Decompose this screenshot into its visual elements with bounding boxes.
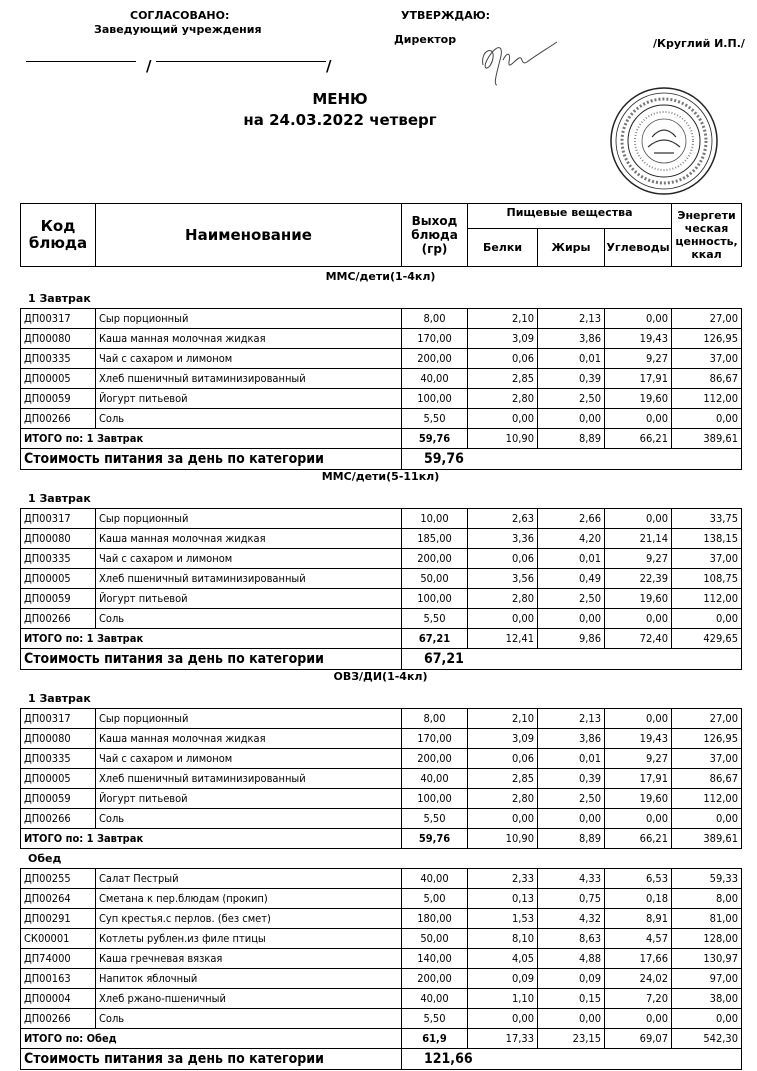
dish-row — [21, 809, 742, 829]
document-title: МЕНЮ — [312, 90, 368, 108]
category-title: ММС/дети(5-11кл) — [321, 470, 440, 483]
dish-code: ДП00266 — [21, 1009, 96, 1029]
dish-energy: 59,33 — [672, 869, 742, 889]
dish-yield: 40,00 — [402, 869, 468, 889]
category-title: ОВЗ/ДИ(1-4кл) — [333, 670, 428, 683]
dish-yield: 40,00 — [402, 769, 468, 789]
total-yield: 61,9 — [402, 1029, 468, 1049]
total-carbs: 66,21 — [605, 829, 672, 849]
dish-yield: 200,00 — [402, 349, 468, 369]
dish-yield: 10,00 — [402, 509, 468, 529]
dish-code: ДП00005 — [21, 569, 96, 589]
dish-row — [21, 909, 742, 929]
dish-protein: 2,80 — [468, 789, 538, 809]
dish-yield: 8,00 — [402, 709, 468, 729]
dish-energy: 138,15 — [672, 529, 742, 549]
daily-cost-label: Стоимость питания за день по категории — [21, 649, 402, 670]
total-protein: 12,41 — [468, 629, 538, 649]
total-fat: 23,15 — [538, 1029, 605, 1049]
dish-name: Хлеб пшеничный витаминизированный — [96, 769, 402, 789]
total-carbs: 69,07 — [605, 1029, 672, 1049]
dish-row — [21, 609, 742, 629]
dish-carbs: 19,43 — [605, 329, 672, 349]
dish-code: ДП00163 — [21, 969, 96, 989]
dish-energy: 37,00 — [672, 349, 742, 369]
dish-energy: 81,00 — [672, 909, 742, 929]
dish-name: Сыр порционный — [96, 509, 402, 529]
dish-name: Йогурт питьевой — [96, 589, 402, 609]
dish-protein: 3,56 — [468, 569, 538, 589]
total-yield: 59,76 — [402, 429, 468, 449]
dish-name: Чай с сахаром и лимоном — [96, 749, 402, 769]
dish-protein: 1,10 — [468, 989, 538, 1009]
dish-code: ДП00317 — [21, 509, 96, 529]
total-energy: 389,61 — [672, 429, 742, 449]
daily-cost-label: Стоимость питания за день по категории — [21, 1049, 402, 1070]
dish-protein: 4,05 — [468, 949, 538, 969]
dish-row — [21, 409, 742, 429]
dish-energy: 37,00 — [672, 749, 742, 769]
dish-protein: 2,63 — [468, 509, 538, 529]
dish-protein: 2,80 — [468, 389, 538, 409]
dish-carbs: 0,00 — [605, 609, 672, 629]
dish-protein: 0,00 — [468, 809, 538, 829]
meal-total-row — [21, 429, 742, 449]
dish-carbs: 0,00 — [605, 509, 672, 529]
dish-row — [21, 529, 742, 549]
approval-right-role: Директор — [394, 33, 457, 46]
header-yield: Выход блюда (гр) — [402, 204, 468, 267]
dish-fat: 2,13 — [538, 709, 605, 729]
dish-code: ДП00335 — [21, 749, 96, 769]
header-code: Код блюда — [21, 204, 96, 267]
total-protein: 17,33 — [468, 1029, 538, 1049]
dish-protein: 2,10 — [468, 309, 538, 329]
dish-yield: 180,00 — [402, 909, 468, 929]
dish-row — [21, 729, 742, 749]
dish-carbs: 17,66 — [605, 949, 672, 969]
dish-energy: 97,00 — [672, 969, 742, 989]
dish-fat: 2,66 — [538, 509, 605, 529]
dish-yield: 170,00 — [402, 729, 468, 749]
dish-fat: 0,00 — [538, 609, 605, 629]
dish-row — [21, 929, 742, 949]
total-label: ИТОГО по: 1 Завтрак — [21, 629, 402, 649]
dish-fat: 0,00 — [538, 809, 605, 829]
daily-cost-value: 121,66 — [402, 1049, 538, 1070]
signature-line-left — [26, 61, 136, 62]
dish-carbs: 9,27 — [605, 549, 672, 569]
dish-fat: 0,00 — [538, 1009, 605, 1029]
dish-energy: 128,00 — [672, 929, 742, 949]
daily-cost-row — [21, 649, 742, 670]
total-yield: 67,21 — [402, 629, 468, 649]
dish-protein: 3,09 — [468, 329, 538, 349]
dish-energy: 0,00 — [672, 1009, 742, 1029]
total-fat: 9,86 — [538, 629, 605, 649]
total-label: ИТОГО по: Обед — [21, 1029, 402, 1049]
menu-table-header — [20, 203, 742, 267]
dish-protein: 2,33 — [468, 869, 538, 889]
dish-fat: 3,86 — [538, 729, 605, 749]
dish-carbs: 8,91 — [605, 909, 672, 929]
dish-fat: 0,01 — [538, 749, 605, 769]
dish-fat: 8,63 — [538, 929, 605, 949]
meal-title: Обед — [28, 852, 62, 865]
dish-fat: 0,75 — [538, 889, 605, 909]
dish-yield: 200,00 — [402, 969, 468, 989]
dish-carbs: 4,57 — [605, 929, 672, 949]
dish-yield: 100,00 — [402, 389, 468, 409]
approval-left-heading: СОГЛАСОВАНО: — [130, 9, 230, 22]
total-energy: 429,65 — [672, 629, 742, 649]
total-yield: 59,76 — [402, 829, 468, 849]
dish-code: ДП00266 — [21, 409, 96, 429]
dish-carbs: 21,14 — [605, 529, 672, 549]
dish-row — [21, 309, 742, 329]
dish-yield: 5,00 — [402, 889, 468, 909]
dish-row — [21, 949, 742, 969]
dish-fat: 0,39 — [538, 369, 605, 389]
dish-code: ДП00266 — [21, 609, 96, 629]
dish-code: ДП00255 — [21, 869, 96, 889]
header-energy: Энергети ческая ценность, ккал — [672, 204, 742, 267]
dish-yield: 140,00 — [402, 949, 468, 969]
dish-carbs: 7,20 — [605, 989, 672, 1009]
dish-row — [21, 869, 742, 889]
dish-energy: 0,00 — [672, 409, 742, 429]
header-protein: Белки — [468, 229, 538, 267]
dish-fat: 4,20 — [538, 529, 605, 549]
dish-carbs: 19,60 — [605, 389, 672, 409]
dish-energy: 86,67 — [672, 769, 742, 789]
dish-energy: 38,00 — [672, 989, 742, 1009]
dish-name: Соль — [96, 609, 402, 629]
dish-yield: 50,00 — [402, 929, 468, 949]
dish-name: Каша манная молочная жидкая — [96, 529, 402, 549]
dish-energy: 112,00 — [672, 589, 742, 609]
dish-protein: 2,85 — [468, 369, 538, 389]
dish-protein: 0,00 — [468, 1009, 538, 1029]
dish-fat: 2,50 — [538, 389, 605, 409]
dish-energy: 130,97 — [672, 949, 742, 969]
total-label: ИТОГО по: 1 Завтрак — [21, 429, 402, 449]
dish-yield: 5,50 — [402, 1009, 468, 1029]
total-label: ИТОГО по: 1 Завтрак — [21, 829, 402, 849]
dish-protein: 0,06 — [468, 549, 538, 569]
dish-yield: 5,50 — [402, 809, 468, 829]
dish-carbs: 0,00 — [605, 409, 672, 429]
total-protein: 10,90 — [468, 429, 538, 449]
dish-carbs: 17,91 — [605, 769, 672, 789]
dish-row — [21, 589, 742, 609]
dish-name: Хлеб пшеничный витаминизированный — [96, 369, 402, 389]
dish-fat: 4,88 — [538, 949, 605, 969]
dish-name: Каша манная молочная жидкая — [96, 329, 402, 349]
dish-carbs: 22,39 — [605, 569, 672, 589]
dish-row — [21, 749, 742, 769]
dish-carbs: 19,43 — [605, 729, 672, 749]
dish-name: Соль — [96, 409, 402, 429]
dish-protein: 0,13 — [468, 889, 538, 909]
dish-carbs: 19,60 — [605, 589, 672, 609]
dish-energy: 86,67 — [672, 369, 742, 389]
dish-name: Соль — [96, 1009, 402, 1029]
dish-fat: 3,86 — [538, 329, 605, 349]
dish-row — [21, 789, 742, 809]
dish-carbs: 19,60 — [605, 789, 672, 809]
dish-energy: 108,75 — [672, 569, 742, 589]
signature-line-right — [156, 61, 326, 62]
dish-yield: 100,00 — [402, 789, 468, 809]
approval-right-name: /Круглий И.П./ — [653, 37, 745, 50]
dish-carbs: 6,53 — [605, 869, 672, 889]
dish-energy: 37,00 — [672, 549, 742, 569]
dish-fat: 0,49 — [538, 569, 605, 589]
cost-row-filler — [538, 649, 742, 670]
dish-code: ДП00080 — [21, 729, 96, 749]
total-fat: 8,89 — [538, 829, 605, 849]
dish-code: ДП00080 — [21, 329, 96, 349]
cost-row-filler — [538, 449, 742, 470]
dish-protein: 3,09 — [468, 729, 538, 749]
dish-energy: 126,95 — [672, 729, 742, 749]
dish-yield: 170,00 — [402, 329, 468, 349]
dish-name: Суп крестья.с перлов. (без смет) — [96, 909, 402, 929]
dish-name: Напиток яблочный — [96, 969, 402, 989]
dish-fat: 2,13 — [538, 309, 605, 329]
dish-carbs: 0,00 — [605, 1009, 672, 1029]
dish-fat: 0,15 — [538, 989, 605, 1009]
dish-code: СК00001 — [21, 929, 96, 949]
dish-yield: 5,50 — [402, 609, 468, 629]
dish-name: Салат Пестрый — [96, 869, 402, 889]
dish-row — [21, 389, 742, 409]
dish-row — [21, 709, 742, 729]
dish-fat: 0,01 — [538, 349, 605, 369]
dish-carbs: 9,27 — [605, 349, 672, 369]
dish-row — [21, 329, 742, 349]
dish-name: Чай с сахаром и лимоном — [96, 549, 402, 569]
dish-row — [21, 889, 742, 909]
dish-code: ДП00291 — [21, 909, 96, 929]
dish-yield: 185,00 — [402, 529, 468, 549]
dish-code: ДП74000 — [21, 949, 96, 969]
dish-name: Каша манная молочная жидкая — [96, 729, 402, 749]
dish-code: ДП00005 — [21, 769, 96, 789]
menu-table — [20, 868, 742, 1070]
dish-row — [21, 969, 742, 989]
total-energy: 542,30 — [672, 1029, 742, 1049]
dish-name: Каша гречневая вязкая — [96, 949, 402, 969]
dish-name: Котлеты рублен.из филе птицы — [96, 929, 402, 949]
header-nutrients-group: Пищевые вещества — [468, 204, 672, 229]
menu-table — [20, 708, 742, 849]
dish-protein: 0,00 — [468, 409, 538, 429]
dish-name: Соль — [96, 809, 402, 829]
dish-energy: 27,00 — [672, 709, 742, 729]
dish-row — [21, 549, 742, 569]
meal-total-row — [21, 829, 742, 849]
dish-row — [21, 509, 742, 529]
dish-code: ДП00004 — [21, 989, 96, 1009]
dish-protein: 0,06 — [468, 749, 538, 769]
daily-cost-value: 67,21 — [402, 649, 538, 670]
dish-fat: 2,50 — [538, 789, 605, 809]
header-name: Наименование — [96, 204, 402, 267]
dish-protein: 2,85 — [468, 769, 538, 789]
dish-carbs: 0,00 — [605, 709, 672, 729]
dish-protein: 0,00 — [468, 609, 538, 629]
slash-separator: / — [146, 57, 152, 75]
header-carbs: Углеводы — [605, 229, 672, 267]
dish-yield: 50,00 — [402, 569, 468, 589]
meal-title: 1 Завтрак — [28, 492, 91, 505]
dish-name: Чай с сахаром и лимоном — [96, 349, 402, 369]
header-fat: Жиры — [538, 229, 605, 267]
daily-cost-row — [21, 449, 742, 470]
dish-protein: 1,53 — [468, 909, 538, 929]
dish-code: ДП00059 — [21, 389, 96, 409]
dish-row — [21, 989, 742, 1009]
dish-yield: 200,00 — [402, 549, 468, 569]
dish-name: Сметана к пер.блюдам (прокип) — [96, 889, 402, 909]
dish-protein: 0,09 — [468, 969, 538, 989]
dish-row — [21, 1009, 742, 1029]
total-carbs: 72,40 — [605, 629, 672, 649]
dish-code: ДП00317 — [21, 709, 96, 729]
official-stamp-icon — [608, 85, 720, 197]
dish-fat: 2,50 — [538, 589, 605, 609]
document-date: на 24.03.2022 четверг — [243, 111, 437, 129]
daily-cost-row — [21, 1049, 742, 1070]
dish-code: ДП00335 — [21, 549, 96, 569]
dish-yield: 40,00 — [402, 369, 468, 389]
approval-left-role: Заведующий учреждения — [94, 23, 262, 36]
meal-title: 1 Завтрак — [28, 692, 91, 705]
director-signature-icon — [475, 30, 565, 90]
menu-table — [20, 508, 742, 670]
dish-carbs: 17,91 — [605, 369, 672, 389]
dish-energy: 0,00 — [672, 609, 742, 629]
dish-code: ДП00335 — [21, 349, 96, 369]
dish-name: Хлеб пшеничный витаминизированный — [96, 569, 402, 589]
dish-fat: 0,09 — [538, 969, 605, 989]
dish-carbs: 0,00 — [605, 809, 672, 829]
dish-yield: 200,00 — [402, 749, 468, 769]
dish-energy: 126,95 — [672, 329, 742, 349]
dish-protein: 3,36 — [468, 529, 538, 549]
dish-protein: 0,06 — [468, 349, 538, 369]
dish-fat: 0,00 — [538, 409, 605, 429]
approval-right-heading: УТВЕРЖДАЮ: — [401, 9, 491, 22]
dish-energy: 8,00 — [672, 889, 742, 909]
dish-yield: 8,00 — [402, 309, 468, 329]
dish-code: ДП00059 — [21, 789, 96, 809]
total-energy: 389,61 — [672, 829, 742, 849]
menu-table — [20, 308, 742, 470]
daily-cost-label: Стоимость питания за день по категории — [21, 449, 402, 470]
total-fat: 8,89 — [538, 429, 605, 449]
dish-carbs: 24,02 — [605, 969, 672, 989]
dish-yield: 40,00 — [402, 989, 468, 1009]
dish-row — [21, 369, 742, 389]
category-title: ММС/дети(1-4кл) — [325, 270, 436, 283]
dish-name: Йогурт питьевой — [96, 789, 402, 809]
dish-name: Сыр порционный — [96, 309, 402, 329]
dish-code: ДП00264 — [21, 889, 96, 909]
dish-carbs: 9,27 — [605, 749, 672, 769]
cost-row-filler — [538, 1049, 742, 1070]
daily-cost-value: 59,76 — [402, 449, 538, 470]
dish-protein: 2,10 — [468, 709, 538, 729]
dish-code: ДП00080 — [21, 529, 96, 549]
dish-code: ДП00266 — [21, 809, 96, 829]
dish-energy: 112,00 — [672, 789, 742, 809]
total-protein: 10,90 — [468, 829, 538, 849]
dish-fat: 0,01 — [538, 549, 605, 569]
meal-title: 1 Завтрак — [28, 292, 91, 305]
dish-protein: 8,10 — [468, 929, 538, 949]
dish-code: ДП00005 — [21, 369, 96, 389]
dish-carbs: 0,00 — [605, 309, 672, 329]
dish-row — [21, 569, 742, 589]
dish-yield: 100,00 — [402, 589, 468, 609]
dish-fat: 0,39 — [538, 769, 605, 789]
dish-name: Хлеб ржано-пшеничный — [96, 989, 402, 1009]
dish-code: ДП00317 — [21, 309, 96, 329]
dish-name: Йогурт питьевой — [96, 389, 402, 409]
dish-code: ДП00059 — [21, 589, 96, 609]
dish-yield: 5,50 — [402, 409, 468, 429]
dish-name: Сыр порционный — [96, 709, 402, 729]
dish-row — [21, 349, 742, 369]
total-carbs: 66,21 — [605, 429, 672, 449]
dish-fat: 4,33 — [538, 869, 605, 889]
dish-protein: 2,80 — [468, 589, 538, 609]
meal-total-row — [21, 1029, 742, 1049]
dish-fat: 4,32 — [538, 909, 605, 929]
dish-energy: 112,00 — [672, 389, 742, 409]
dish-energy: 33,75 — [672, 509, 742, 529]
dish-row — [21, 769, 742, 789]
meal-total-row — [21, 629, 742, 649]
slash-separator: / — [326, 57, 332, 75]
dish-energy: 27,00 — [672, 309, 742, 329]
dish-energy: 0,00 — [672, 809, 742, 829]
dish-carbs: 0,18 — [605, 889, 672, 909]
